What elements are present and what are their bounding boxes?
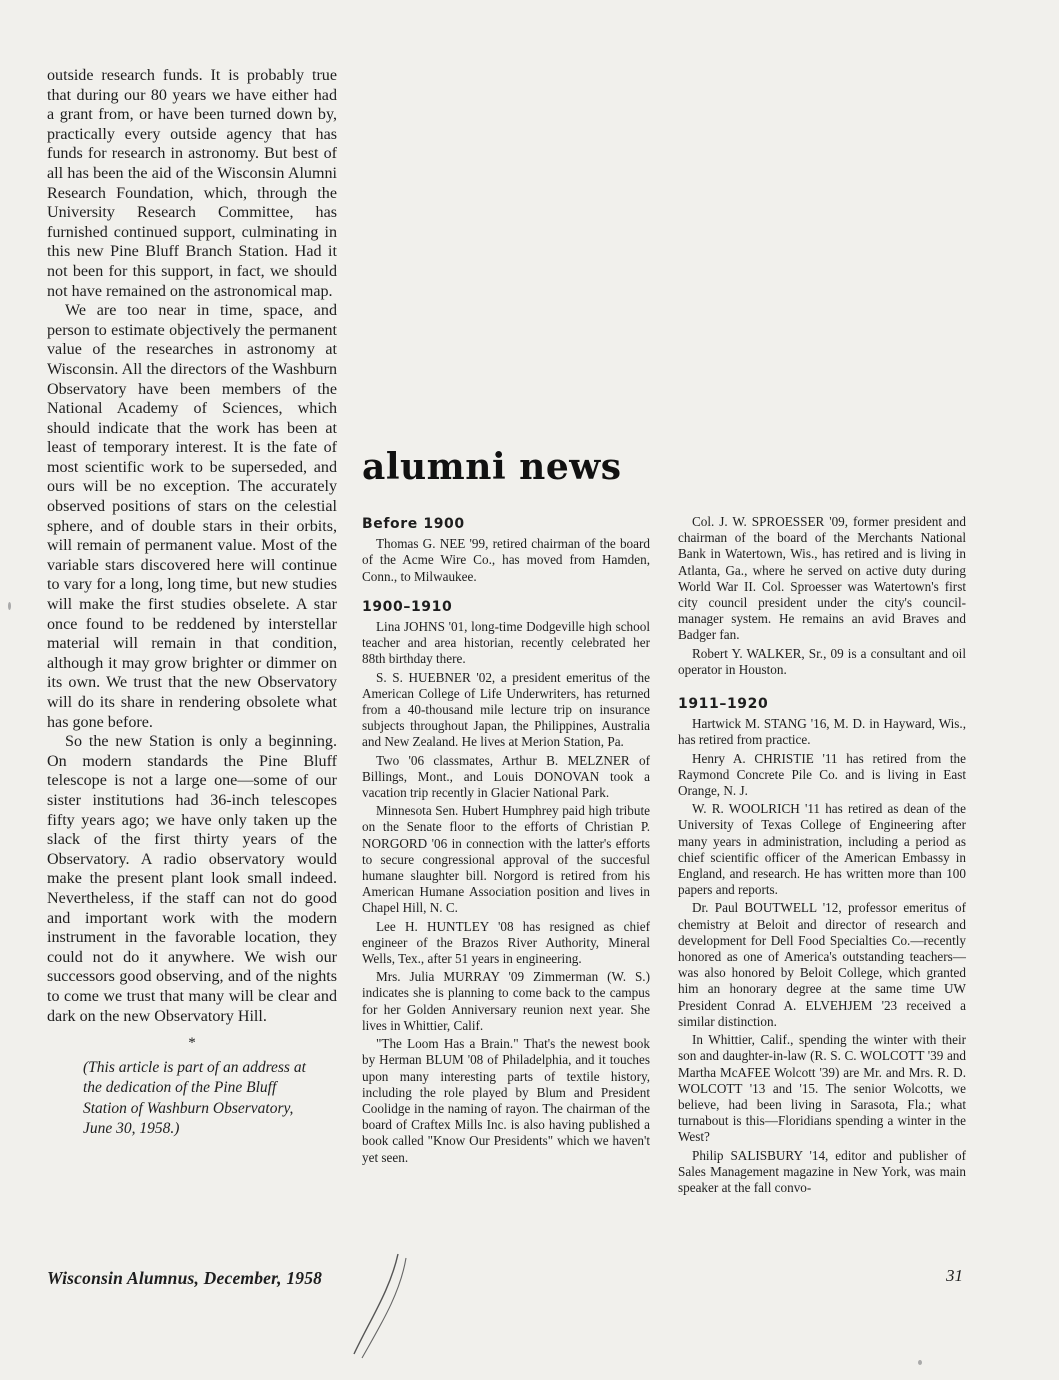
section-title: alumni news bbox=[362, 446, 622, 488]
article-paragraph: We are too near in time, space, and person to estimate objectively the permanent value of the researches in astronomy at Wisconsin. All the directors of the Washburn Observatory have been members of the National Academy of Sciences, which should indicate that the work has been at least of temporary interest. It is the fate of most scientific work to be superseded, and ours will be no exception. The accurately observed positions of stars on the celestial sphere, and of double stars in their orbits, will remain of permanent value. Most of the variable stars discovered here will continue to vary for a long, long time, but new studies will make the first studies obselete. A star once found to be reddened by interstellar material will remain in that condition, although it may grow brighter or dimmer on its own. We trust that the new Observatory will do its share in rendering obsolete what has gone before. bbox=[47, 302, 337, 731]
paper-speck bbox=[8, 602, 11, 610]
news-heading: Before 1900 bbox=[362, 516, 465, 532]
news-heading: 1911–1920 bbox=[678, 696, 769, 713]
section-separator: * bbox=[188, 1035, 196, 1052]
news-item: Col. J. W. SPROESSER '09, former president and chairman of the board of the Merchants National Bank in Watertown, Wis., has retired and is living in Atlanta, Ga., where he served on active duty during World War II. Col. Sproesser was Watertown's first city council president under the city's council-manager system. He remains an avid Braves and Badger fan. bbox=[678, 514, 966, 643]
article-paragraph: outside research funds. It is probably true that during our 80 years we have either had a grant from, or have been turned down by, practically every outside agency that has funds for research in astronomy. But best of all has been the aid of the Wisconsin Alumni Research Foundation, which, through the University Research Committee, has furnished continued support, culminating in this new Pine Bluff Branch Station. Had it not been for this support, in fact, we should not have remained on the astronomical map. bbox=[47, 67, 337, 300]
news-item: Lina JOHNS '01, long-time Dodgeville high school teacher and area historian, recently celebrated her 88th birthday there. bbox=[362, 619, 650, 667]
news-item: Dr. Paul BOUTWELL '12, professor emeritus of chemistry at Beloit and director of research and development for Dell Food Specialties Co.—recently honored as one of America's outstanding teachers—was also honored by Beloit College, which granted him an honorary degree at the same time UW President Conrad A. ELVEHJEM '23 received a similar distinction. bbox=[678, 900, 966, 1029]
article-note: (This article is part of an address at the dedication of the Pine Bluff Station of Washburn Observatory, June 30, 1958.) bbox=[83, 1058, 306, 1138]
news-item: In Whittier, Calif., spending the winter with their son and daughter-in-law (R. S. C. WOLCOTT '39 and Martha McAFEE Wolcott '39) are Mr. and Mrs. R. D. WOLCOTT '13 and '15. The senior Wolcotts, we believe, had been living in Sarasota, Fla.; what turnabout is this—Floridians spending a winter in the West? bbox=[678, 1032, 966, 1145]
article-paragraph: So the new Station is only a beginning. On modern standards the Pine Bluff telescope is not a large one—some of our sister institutions had 36-inch telescopes fifty years ago; we have only taken up the slack of the first thirty years of the Observatory. A radio observatory would make the present plant look small indeed. Nevertheless, if the staff can not do good and important work with the modern instrument in the favorable location, they could not do it anywhere. We wish our successors good observing, and of the nights to come we trust that many will be clear and dark on the new Observatory Hill. bbox=[47, 733, 337, 1025]
page-number: 31 bbox=[946, 1266, 963, 1285]
publication-footer: Wisconsin Alumnus, December, 1958 bbox=[47, 1268, 323, 1288]
news-item: Minnesota Sen. Hubert Humphrey paid high tribute on the Senate floor to the efforts of Christian P. NORGORD '06 in connection with the latter's efforts to secure congressional approval of the succesful humane slaughter bill. Norgord is retired from his American Humane Association position and lives in Chapel Hill, N. C. bbox=[362, 803, 650, 916]
news-item: Henry A. CHRISTIE '11 has retired from the Raymond Concrete Pile Co. and is living in East Orange, N. J. bbox=[678, 750, 966, 799]
news-item: Thomas G. NEE '99, retired chairman of the board of the Acme Wire Co., has moved from Hamden, Conn., to Milwaukee. bbox=[362, 536, 650, 584]
news-item: "The Loom Has a Brain." That's the newest book by Herman BLUM '08 of Philadelphia, and it touches upon many interesting parts of textile history, including the role played by Blum and President Coolidge in the naming of rayon. The chairman of the board of Craftex Mills Inc. is also having published a book called "Know Our Presidents" which we haven't yet seen. bbox=[362, 1036, 650, 1165]
news-heading: 1900–1910 bbox=[362, 598, 453, 615]
news-item: S. S. HUEBNER '02, a president emeritus of the American College of Life Underwriters, has returned from a 40-thousand mile lecture trip on insurance subjects throughout Japan, the Philippines, Australia and New Zealand. He lives at Merion Station, Pa. bbox=[362, 669, 650, 750]
news-column-1 bbox=[362, 516, 650, 1168]
news-item: W. R. WOOLRICH '11 has retired as dean of the University of Texas College of Engineering after many years in administration, including a period as chief scientific officer of the American Embassy in England, and research. He has written more than 100 papers and reports. bbox=[678, 801, 966, 898]
news-item: Lee H. HUNTLEY '08 has resigned as chief engineer of the Brazos River Authority, Mineral Wells, Tex., after 51 years in engineering. bbox=[362, 918, 650, 967]
news-item: Robert Y. WALKER, Sr., 09 is a consultant and oil operator in Houston. bbox=[678, 645, 966, 677]
news-column-2 bbox=[678, 514, 966, 1198]
pencil-mark bbox=[340, 1250, 420, 1360]
article-column bbox=[47, 66, 337, 1140]
news-item: Mrs. Julia MURRAY '09 Zimmerman (W. S.) indicates she is planning to come back to the campus for her Golden Anniversary reunion next year. She lives in Whittier, Calif. bbox=[362, 969, 650, 1033]
paper-speck bbox=[918, 1360, 922, 1365]
news-item: Philip SALISBURY '14, editor and publisher of Sales Management magazine in New York, was main speaker at the fall convo- bbox=[678, 1147, 966, 1195]
news-item: Hartwick M. STANG '16, M. D. in Hayward, Wis., has retired from practice. bbox=[678, 716, 966, 748]
news-item: Two '06 classmates, Arthur B. MELZNER of Billings, Mont., and Louis DONOVAN took a vacation trip recently in Glacier National Park. bbox=[362, 752, 650, 801]
